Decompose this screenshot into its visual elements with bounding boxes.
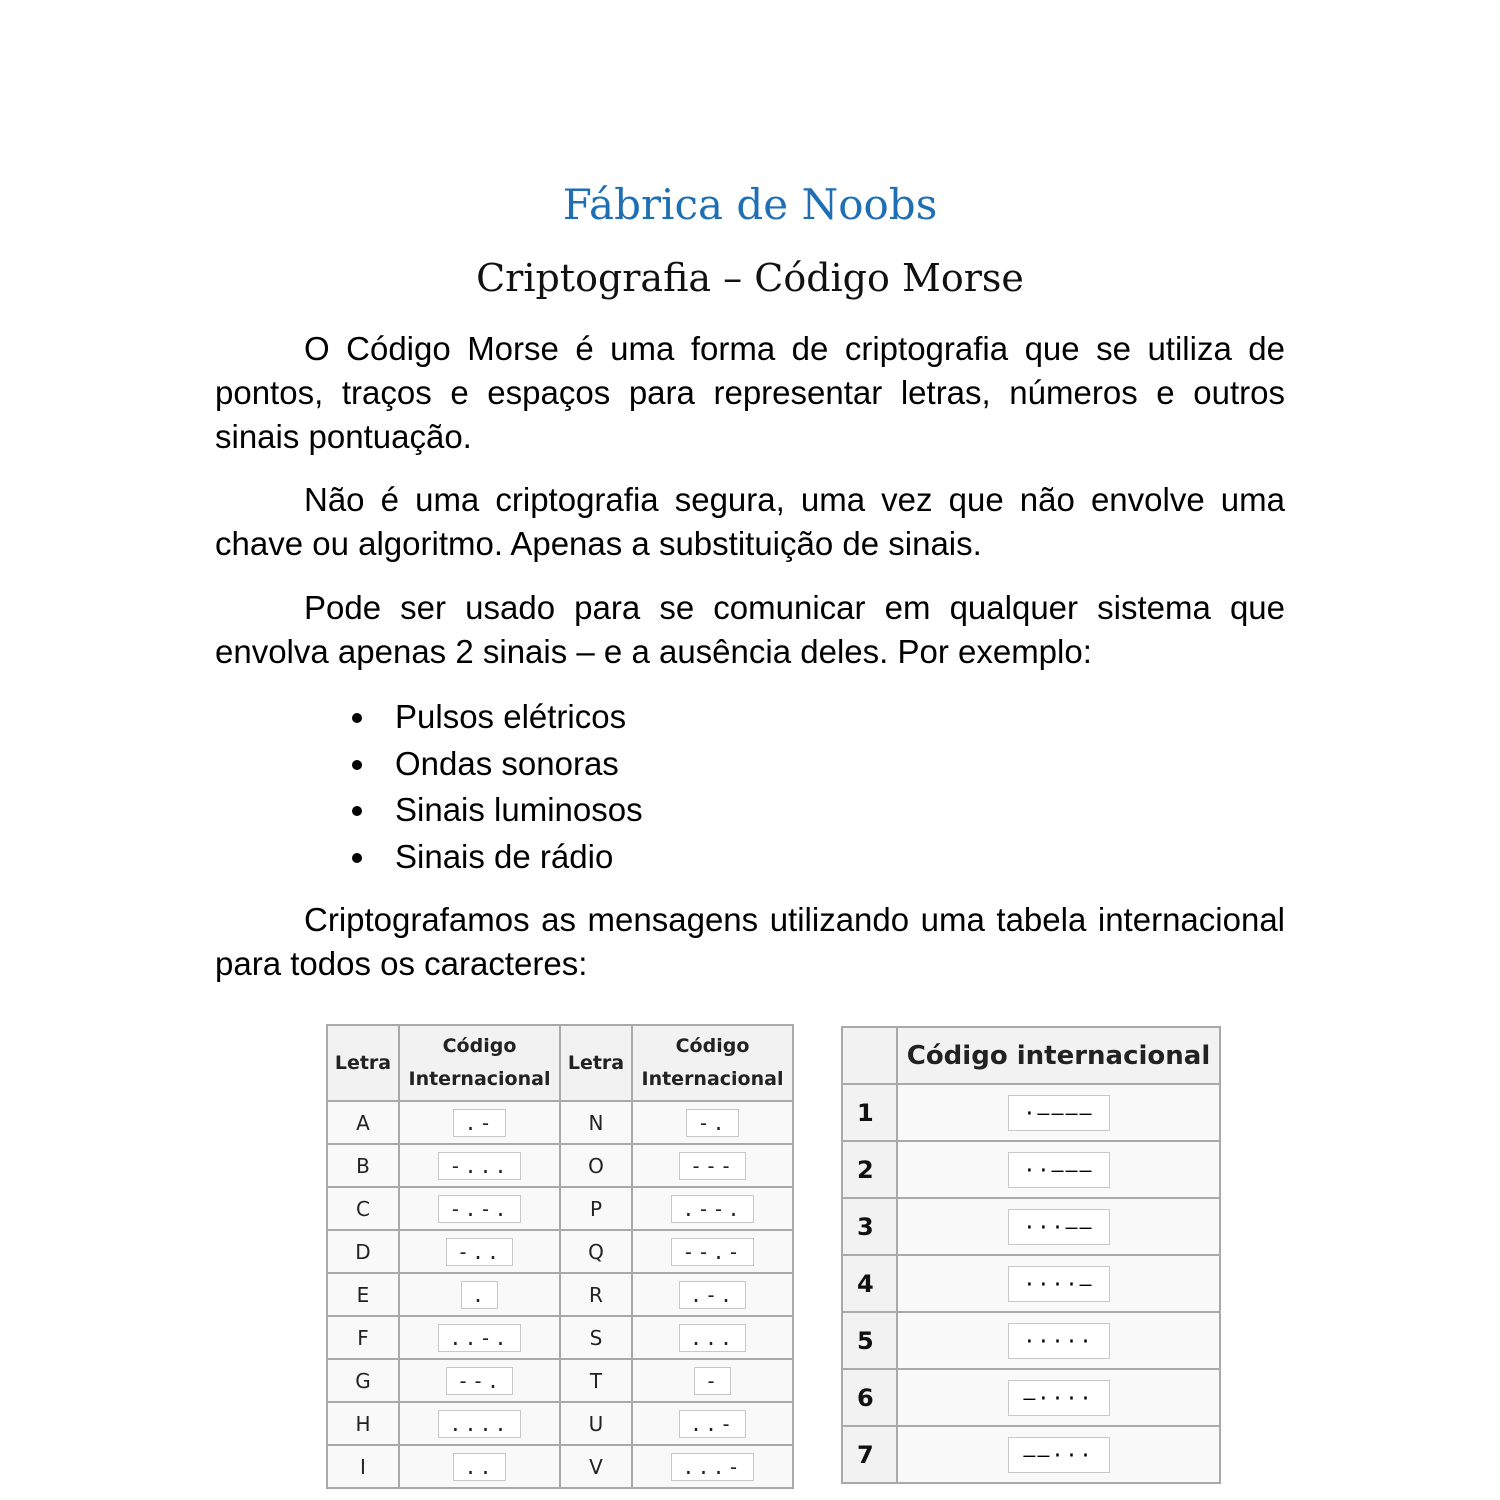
numbers-morse-table [841, 1026, 1221, 1484]
code-box: ····— [1008, 1266, 1110, 1302]
code-box: --- [679, 1152, 746, 1180]
letter-cell: T [560, 1359, 632, 1402]
letter-cell: N [560, 1101, 632, 1144]
table-row [842, 1312, 1220, 1369]
letter-cell: O [560, 1144, 632, 1187]
usage-paragraph: Pode ser usado para se comunicar em qualquer sistema que envolva apenas 2 sinais – e a ausência deles. Por exemplo: [215, 589, 1285, 670]
letter-cell: U [560, 1402, 632, 1445]
code-header [399, 1025, 560, 1101]
code-cell [399, 1101, 560, 1144]
code-box: ·———— [1008, 1095, 1110, 1131]
letter-header: Letra [327, 1025, 399, 1101]
code-cell [399, 1316, 560, 1359]
code-cell [632, 1445, 793, 1488]
code-cell [632, 1101, 793, 1144]
letter-cell: Q [560, 1230, 632, 1273]
table-row [842, 1198, 1220, 1255]
code-box: ..-. [438, 1324, 520, 1352]
code-cell [897, 1198, 1220, 1255]
code-cell [399, 1359, 560, 1402]
number-cell: 3 [842, 1198, 897, 1255]
code-box: -... [438, 1152, 520, 1180]
code-box: ..- [679, 1410, 746, 1438]
code-cell [897, 1255, 1220, 1312]
code-cell [399, 1273, 560, 1316]
code-cell [632, 1402, 793, 1445]
letter-cell: B [327, 1144, 399, 1187]
number-cell: 5 [842, 1312, 897, 1369]
code-box: ··——— [1008, 1152, 1110, 1188]
code-cell [632, 1273, 793, 1316]
list-item: Ondas sonoras [350, 741, 643, 788]
code-box: —···· [1008, 1380, 1110, 1416]
table-row [842, 1426, 1220, 1483]
letters-morse-table [326, 1024, 794, 1489]
code-box: -.. [446, 1238, 513, 1266]
number-header-blank [842, 1027, 897, 1084]
table-header-row [327, 1025, 793, 1101]
code-box: .-. [679, 1281, 746, 1309]
table-row [327, 1101, 793, 1144]
code-box: -.-. [438, 1195, 520, 1223]
number-cell: 7 [842, 1426, 897, 1483]
letter-header: Letra [560, 1025, 632, 1101]
code-box: --.- [671, 1238, 753, 1266]
table-row [842, 1369, 1220, 1426]
code-header-line1: Código [675, 1035, 750, 1057]
number-cell: 4 [842, 1255, 897, 1312]
code-cell [399, 1445, 560, 1488]
code-cell [399, 1402, 560, 1445]
table-row [327, 1230, 793, 1273]
intro-paragraph: O Código Morse é uma forma de criptografia que se utiliza de pontos, traços e espaços para representar letras, números e outros sinais pontuação. [215, 330, 1285, 455]
code-cell [632, 1316, 793, 1359]
code-cell [399, 1230, 560, 1273]
letter-cell: E [327, 1273, 399, 1316]
code-cell [632, 1359, 793, 1402]
number-cell: 6 [842, 1369, 897, 1426]
letter-cell: H [327, 1402, 399, 1445]
code-header-line1: Código [442, 1035, 517, 1057]
letter-cell: C [327, 1187, 399, 1230]
code-box: --. [446, 1367, 513, 1395]
letter-cell: I [327, 1445, 399, 1488]
code-cell [399, 1187, 560, 1230]
code-cell [897, 1084, 1220, 1141]
code-box: ... [679, 1324, 746, 1352]
table-row [327, 1273, 793, 1316]
table-row [842, 1084, 1220, 1141]
code-box: ——··· [1008, 1437, 1110, 1473]
table-row [327, 1402, 793, 1445]
code-cell [399, 1144, 560, 1187]
site-title: Fábrica de Noobs [562, 180, 938, 229]
code-box: -. [686, 1109, 738, 1137]
code-cell [897, 1369, 1220, 1426]
code-box: - [694, 1367, 731, 1395]
letter-cell: S [560, 1316, 632, 1359]
table-row [842, 1141, 1220, 1198]
code-header-line2: Internacional [408, 1068, 551, 1090]
table-row [327, 1445, 793, 1488]
list-item: Sinais de rádio [350, 834, 643, 881]
letter-cell: R [560, 1273, 632, 1316]
table-header-row [842, 1027, 1220, 1084]
code-box: .. [453, 1453, 505, 1481]
letter-cell: V [560, 1445, 632, 1488]
table-row [327, 1316, 793, 1359]
letter-cell: A [327, 1101, 399, 1144]
security-paragraph: Não é uma criptografia segura, uma vez que não envolve uma chave ou algoritmo. Apenas a substituição de sinais. [215, 481, 1285, 562]
code-header [632, 1025, 793, 1101]
list-item: Sinais luminosos [350, 787, 643, 834]
code-box: ····· [1008, 1323, 1110, 1359]
code-cell [897, 1312, 1220, 1369]
table-row [842, 1255, 1220, 1312]
letter-cell: F [327, 1316, 399, 1359]
code-box: ...- [671, 1453, 753, 1481]
letter-cell: D [327, 1230, 399, 1273]
code-cell [897, 1426, 1220, 1483]
code-header: Código internacional [897, 1027, 1220, 1084]
code-cell [632, 1187, 793, 1230]
letter-cell: P [560, 1187, 632, 1230]
table-row [327, 1144, 793, 1187]
code-cell [632, 1230, 793, 1273]
number-cell: 1 [842, 1084, 897, 1141]
code-cell [632, 1144, 793, 1187]
table-row [327, 1187, 793, 1230]
code-cell [897, 1141, 1220, 1198]
letter-cell: G [327, 1359, 399, 1402]
code-box: ···—— [1008, 1209, 1110, 1245]
document-title: Criptografia – Código Morse [476, 256, 1024, 300]
examples-list [350, 694, 643, 880]
number-cell: 2 [842, 1141, 897, 1198]
table-intro-paragraph: Criptografamos as mensagens utilizando uma tabela internacional para todos os caracteres: [215, 901, 1285, 982]
code-box: .... [438, 1410, 520, 1438]
table-row [327, 1359, 793, 1402]
code-box: .- [453, 1109, 505, 1137]
code-header-line2: Internacional [641, 1068, 784, 1090]
code-box: . [461, 1281, 498, 1309]
code-box: .--. [671, 1195, 753, 1223]
list-item: Pulsos elétricos [350, 694, 643, 741]
